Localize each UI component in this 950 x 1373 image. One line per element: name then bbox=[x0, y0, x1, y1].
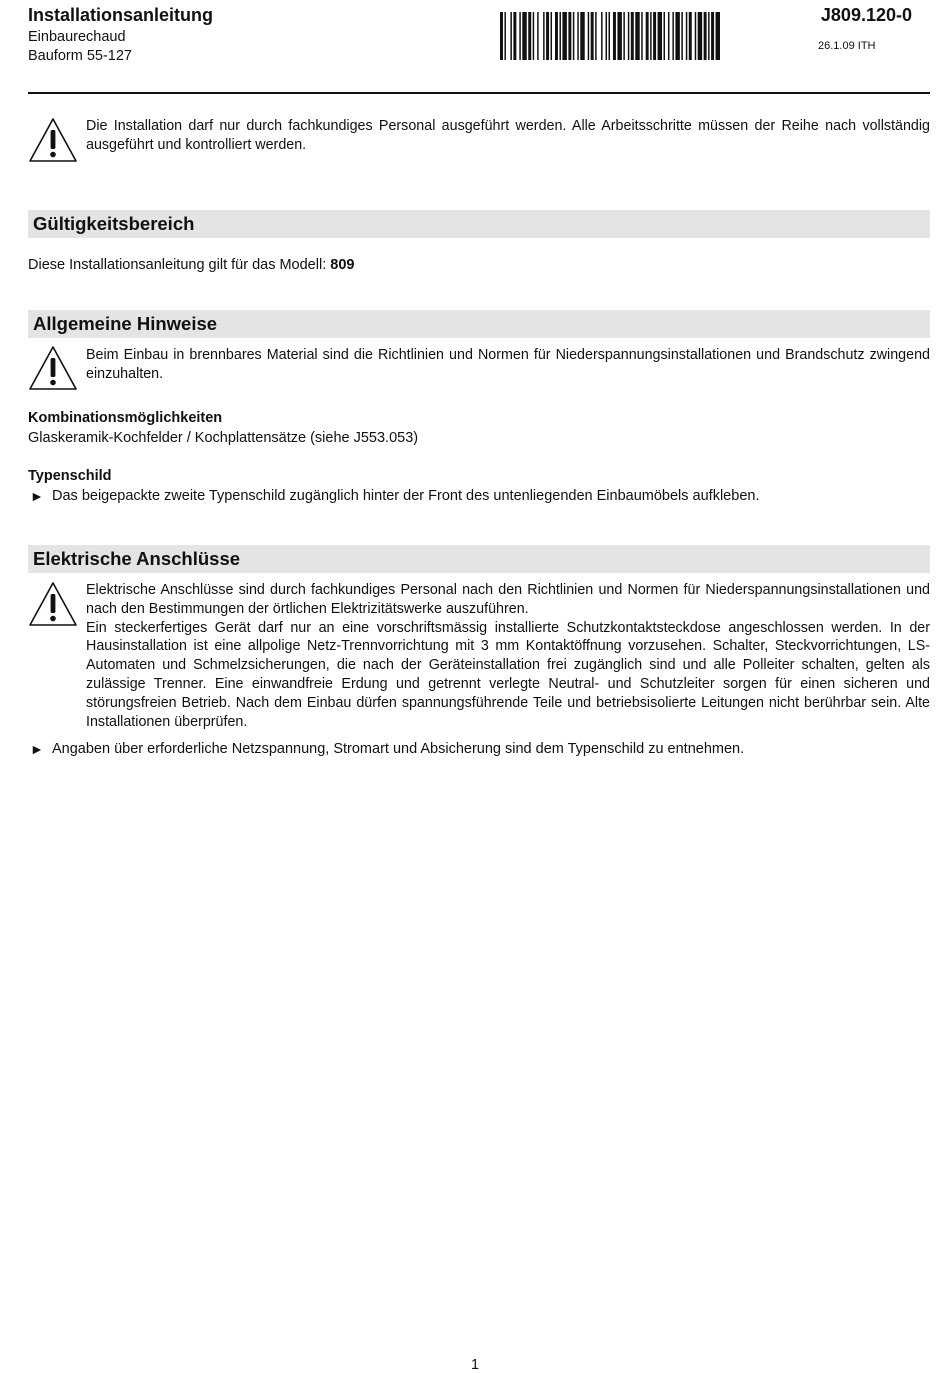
section-header-general bbox=[28, 310, 930, 338]
scope-text bbox=[28, 257, 354, 273]
product-name: Einbaurechaud bbox=[28, 29, 126, 45]
warning-triangle-icon bbox=[28, 345, 78, 391]
barcode-icon bbox=[500, 12, 720, 60]
document-title: Installationsanleitung bbox=[28, 5, 214, 25]
electrical-bullet-text: Angaben über erforderliche Netzspannung, Stromart und Absicherung sind dem Typenschild zu entnehmen. bbox=[52, 741, 745, 757]
document-number: J809.120-0 bbox=[820, 5, 912, 25]
electrical-warning-text bbox=[86, 581, 930, 731]
page-number: 1 bbox=[470, 1357, 480, 1373]
bullet-arrow-icon: ► bbox=[30, 741, 44, 757]
typeplate-heading: Typenschild bbox=[28, 468, 112, 484]
typeplate-text: Das beigepackte zweite Typenschild zugänglich hinter der Front des untenliegenden Einbaumöbels aufkleben. bbox=[52, 488, 760, 504]
warning-triangle-icon bbox=[28, 581, 78, 627]
electrical-warning-paragraph-2: Ein steckerfertiges Gerät darf nur an eine vorschriftsmässig installierte Schutzkontaktsteckdose angeschlossen werden. In der Hausinstallation ist eine allpolige Netz-Trennvorrichtung mit 3 mm Kontaktöffnung vorzusehen. Schalter, Steckvorrichtungen, LS-Automaten und Schmelzsicherungen, die nach der Geräteinstallation frei zugänglich sind und alle Polleiter schalten, gelten als zulässige Trenner. Eine einwandfreie Erdung und getrennt verlegte Neutral- und Schutzleiter sorgen für einen sicheren und störungsfreien Betrieb. Nach dem Einbau dürfen spannungsführende Teile und betriebsisolierte Leitungen nicht berührbar sein. Alte Installationen überprüfen. bbox=[86, 619, 930, 730]
scope-text-prefix: Diese Installationsanleitung gilt für das Modell: bbox=[28, 257, 331, 273]
section-title-general: Allgemeine Hinweise bbox=[33, 313, 218, 334]
general-warning-text: Beim Einbau in brennbares Material sind die Richtlinien und Normen für Niederspannungsinstallationen und Brandschutz zwingend einzuhalten. bbox=[86, 347, 930, 382]
section-title-electrical: Elektrische Anschlüsse bbox=[33, 548, 241, 569]
intro-warning-text: Die Installation darf nur durch fachkundiges Personal ausgeführt werden. Alle Arbeitsschritte müssen der Reihe nach vollständig ausgeführt und kontrolliert werden. bbox=[86, 118, 930, 153]
combo-text: Glaskeramik-Kochfelder / Kochplattensätze (siehe J553.053) bbox=[28, 430, 419, 446]
header-divider bbox=[28, 92, 930, 94]
scope-model: 809 bbox=[330, 257, 355, 273]
section-header-electrical bbox=[28, 545, 930, 573]
section-title-scope: Gültigkeitsbereich bbox=[33, 213, 195, 234]
bullet-arrow-icon: ► bbox=[30, 488, 44, 504]
document-date-author: 26.1.09 ITH bbox=[818, 40, 876, 52]
section-header-scope bbox=[28, 210, 930, 238]
electrical-warning-paragraph-1: Elektrische Anschlüsse sind durch fachkundiges Personal nach den Richtlinien und Normen für Niederspannungsinstallationen und nach den Bestimmungen der örtlichen Elektrizitätswerke auszuführen. bbox=[86, 582, 930, 617]
combo-heading: Kombinationsmöglichkeiten bbox=[28, 410, 223, 426]
warning-triangle-icon bbox=[28, 117, 78, 163]
product-model-form: Bauform 55-127 bbox=[28, 48, 132, 64]
